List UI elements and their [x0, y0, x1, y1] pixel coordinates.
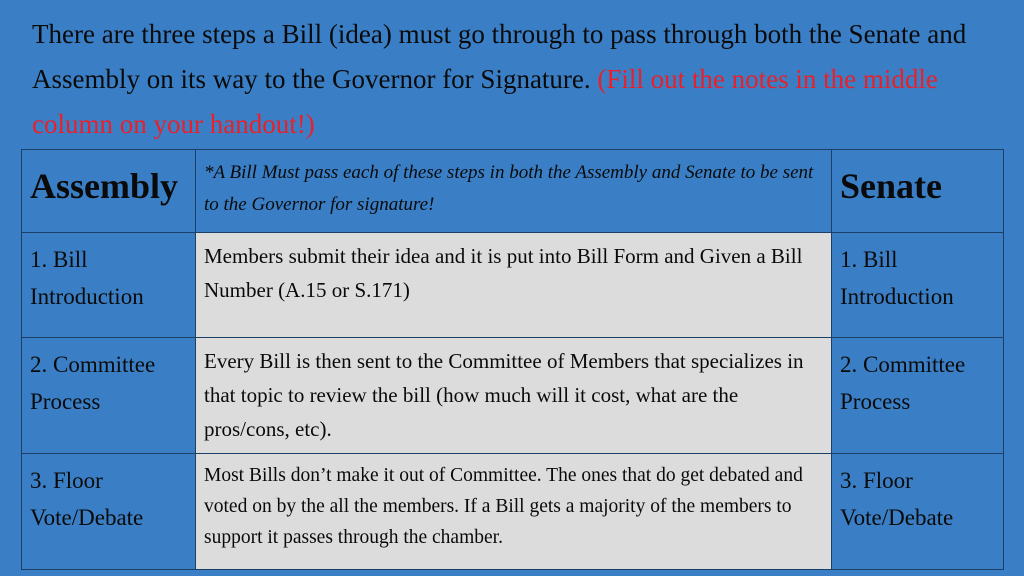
table-row — [22, 338, 1004, 454]
assembly-step: 1. Bill Introduction — [30, 247, 144, 309]
header-note: *A Bill Must pass each of these steps in both the Assembly and Senate to be sent to the Governor for signature! — [204, 162, 814, 215]
intro-paragraph — [32, 12, 1002, 147]
assembly-step-cell — [22, 233, 196, 338]
header-senate-cell — [832, 150, 1004, 233]
intro-highlight: (Fill out the notes in the middle column on your handout!) — [32, 64, 938, 139]
step-description: Every Bill is then sent to the Committee of Members that specializes in that topic to review the bill (how much will it cost, what are the pros/cons, etc). — [204, 349, 804, 441]
intro-text: There are three steps a Bill (idea) must go through to pass through both the Senate and Assembly on its way to the Governor for Signature. — [32, 19, 967, 94]
senate-step: 3. Floor Vote/Debate — [840, 468, 954, 530]
step-description-cell — [196, 338, 832, 454]
header-assembly: Assembly — [30, 166, 179, 206]
table-row — [22, 233, 1004, 338]
senate-step: 2. Committee Process — [840, 352, 966, 414]
steps-table — [21, 149, 1004, 570]
step-description-cell — [196, 233, 832, 338]
assembly-step-cell — [22, 454, 196, 570]
senate-step-cell — [832, 233, 1004, 338]
step-description-cell — [196, 454, 832, 570]
header-senate: Senate — [840, 166, 942, 206]
assembly-step: 3. Floor Vote/Debate — [30, 468, 144, 530]
step-description: Members submit their idea and it is put into Bill Form and Given a Bill Number (A.15 or S.171) — [204, 244, 803, 302]
table-row — [22, 454, 1004, 570]
table-header-row — [22, 150, 1004, 233]
senate-step-cell — [832, 338, 1004, 454]
header-assembly-cell — [22, 150, 196, 233]
senate-step-cell — [832, 454, 1004, 570]
assembly-step: 2. Committee Process — [30, 352, 156, 414]
senate-step: 1. Bill Introduction — [840, 247, 954, 309]
step-description: Most Bills don’t make it out of Committee. The ones that do get debated and voted on by the all the members. If a Bill gets a majority of the members to support it passes through the chamber. — [204, 465, 803, 548]
header-note-cell — [196, 150, 832, 233]
assembly-step-cell — [22, 338, 196, 454]
